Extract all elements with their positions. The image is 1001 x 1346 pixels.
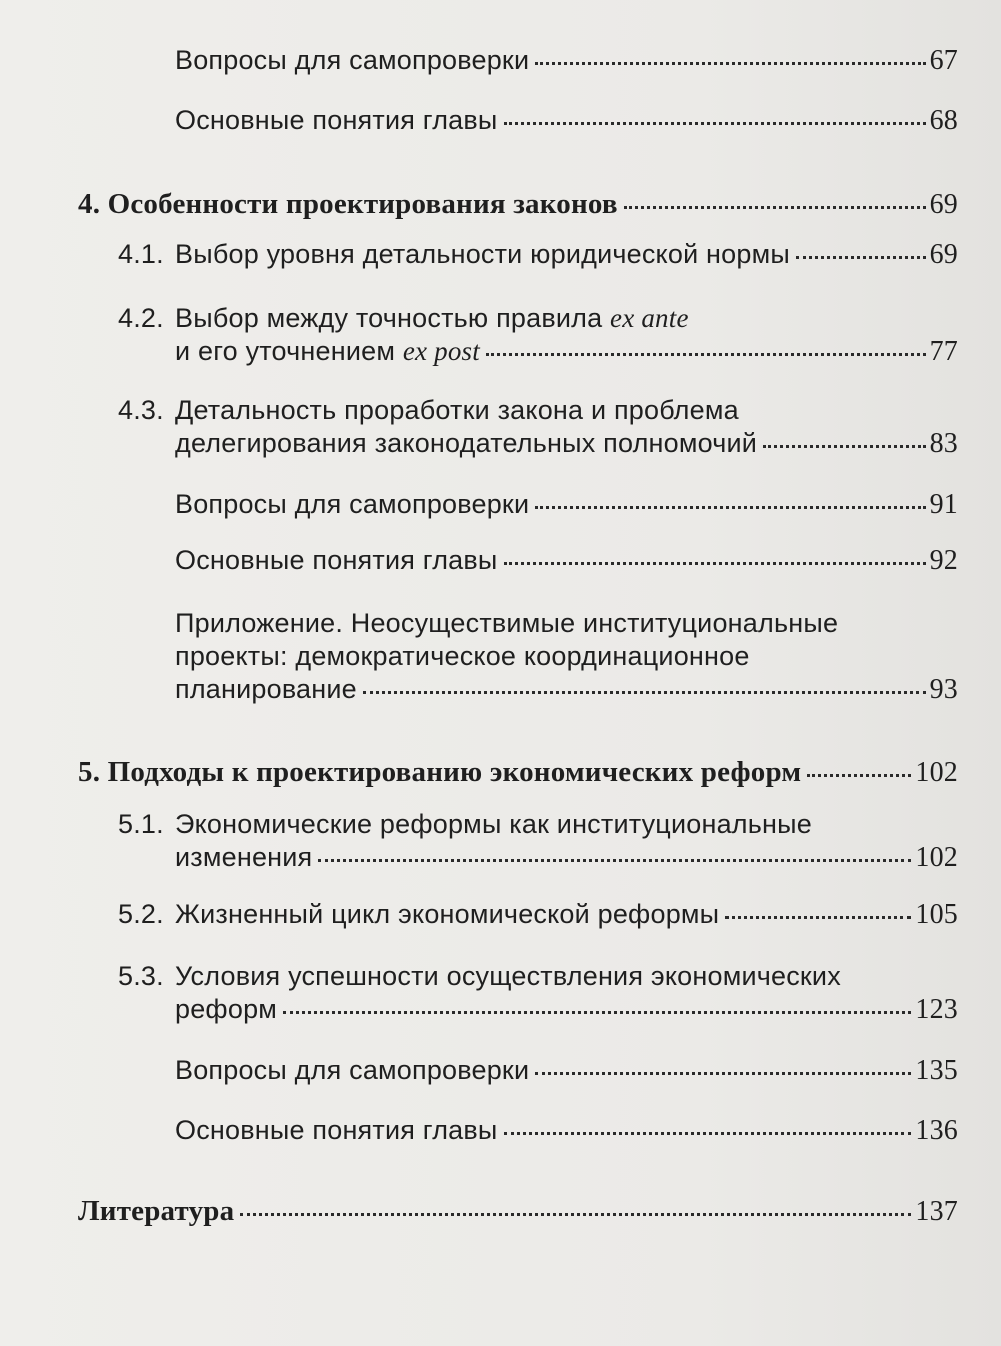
entry-title-line2: реформ bbox=[175, 994, 278, 1024]
page-number: 136 bbox=[915, 1115, 958, 1146]
toc-entry-key-concepts-ch5[interactable] bbox=[175, 1114, 958, 1147]
entry-title-line1: Приложение. Неосуществимые институциональные bbox=[175, 608, 839, 638]
leader-dots bbox=[504, 121, 926, 125]
latin-term: ex ante bbox=[610, 303, 689, 333]
leader-dots bbox=[535, 505, 925, 509]
entry-title-line2: изменения bbox=[175, 842, 313, 872]
toc-entry-literature[interactable] bbox=[78, 1195, 958, 1228]
toc-entry-self-check-ch5[interactable] bbox=[175, 1054, 958, 1087]
leader-dots bbox=[504, 1131, 912, 1135]
latin-term: ex post bbox=[402, 336, 480, 366]
page-number: 91 bbox=[929, 489, 958, 520]
page-number: 77 bbox=[929, 336, 958, 367]
section-number: 5.1. bbox=[118, 809, 164, 839]
toc-entry-self-check-ch4[interactable] bbox=[175, 488, 958, 521]
section-number: 4.1. bbox=[118, 239, 164, 269]
toc-section-4-1[interactable] bbox=[118, 238, 958, 271]
leader-dots bbox=[807, 773, 911, 777]
page-number: 68 bbox=[929, 105, 958, 136]
page-number: 102 bbox=[915, 757, 958, 788]
toc-section-5-3[interactable] bbox=[118, 960, 958, 1026]
leader-dots bbox=[363, 690, 926, 694]
page-number: 67 bbox=[929, 45, 958, 76]
leader-dots bbox=[796, 255, 926, 259]
entry-title-line3: планирование bbox=[175, 674, 357, 704]
entry-title: Выбор уровня детальности юридической нормы bbox=[175, 239, 790, 269]
entry-title-line1: Детальность проработки закона и проблема bbox=[175, 395, 739, 425]
entry-title-line2: и его уточнением bbox=[175, 336, 396, 366]
chapter-title: Литература bbox=[78, 1195, 235, 1227]
entry-title: Вопросы для самопроверки bbox=[175, 1055, 530, 1085]
toc-entry-key-concepts-ch3[interactable] bbox=[175, 104, 958, 137]
leader-dots bbox=[725, 915, 911, 919]
leader-dots bbox=[535, 1071, 911, 1075]
page-number: 92 bbox=[929, 545, 958, 576]
chapter-title: 5. Подходы к проектированию экономических реформ bbox=[78, 756, 802, 788]
entry-title: Вопросы для самопроверки bbox=[175, 489, 530, 519]
section-number: 5.2. bbox=[118, 899, 164, 929]
section-number: 5.3. bbox=[118, 961, 164, 991]
entry-title: Основные понятия главы bbox=[175, 545, 498, 575]
entry-title: Вопросы для самопроверки bbox=[175, 45, 530, 75]
toc-entry-appendix[interactable] bbox=[175, 607, 958, 706]
page-number: 93 bbox=[929, 674, 958, 705]
section-number: 4.3. bbox=[118, 395, 164, 425]
leader-dots bbox=[318, 858, 911, 862]
toc-section-5-2[interactable] bbox=[118, 898, 958, 931]
toc-entry-key-concepts-ch4[interactable] bbox=[175, 544, 958, 577]
leader-dots bbox=[535, 61, 925, 65]
leader-dots bbox=[283, 1010, 911, 1014]
page-number: 137 bbox=[915, 1196, 958, 1227]
page-number: 83 bbox=[929, 428, 958, 459]
entry-title-line1: Условия успешности осуществления экономических bbox=[175, 961, 841, 991]
toc-entry-self-check-ch3[interactable] bbox=[175, 44, 958, 77]
leader-dots bbox=[504, 561, 926, 565]
entry-title-line1: Экономические реформы как институциональные bbox=[175, 809, 812, 839]
toc-section-5-1[interactable] bbox=[118, 808, 958, 874]
leader-dots bbox=[624, 205, 926, 209]
page-number: 69 bbox=[929, 189, 958, 220]
toc-section-4-3[interactable] bbox=[118, 394, 958, 460]
page-number: 135 bbox=[915, 1055, 958, 1086]
chapter-title: 4. Особенности проектирования законов bbox=[78, 188, 618, 220]
page-number: 105 bbox=[915, 899, 958, 930]
toc-chapter-5[interactable] bbox=[78, 756, 958, 789]
entry-title-line1: Выбор между точностью правила bbox=[175, 303, 603, 333]
entry-title: Основные понятия главы bbox=[175, 1115, 498, 1145]
page-number: 123 bbox=[915, 994, 958, 1025]
entry-title-line2: проекты: демократическое координационное bbox=[175, 641, 750, 671]
leader-dots bbox=[240, 1212, 911, 1216]
entry-title: Жизненный цикл экономической реформы bbox=[175, 899, 720, 929]
toc-chapter-4[interactable] bbox=[78, 188, 958, 221]
entry-title-line2: делегирования законодательных полномочий bbox=[175, 428, 758, 458]
toc-section-4-2[interactable] bbox=[118, 302, 958, 368]
entry-title: Основные понятия главы bbox=[175, 105, 498, 135]
leader-dots bbox=[486, 352, 926, 356]
section-number: 4.2. bbox=[118, 303, 164, 333]
page-number: 69 bbox=[929, 239, 958, 270]
leader-dots bbox=[763, 444, 926, 448]
page-number: 102 bbox=[915, 842, 958, 873]
